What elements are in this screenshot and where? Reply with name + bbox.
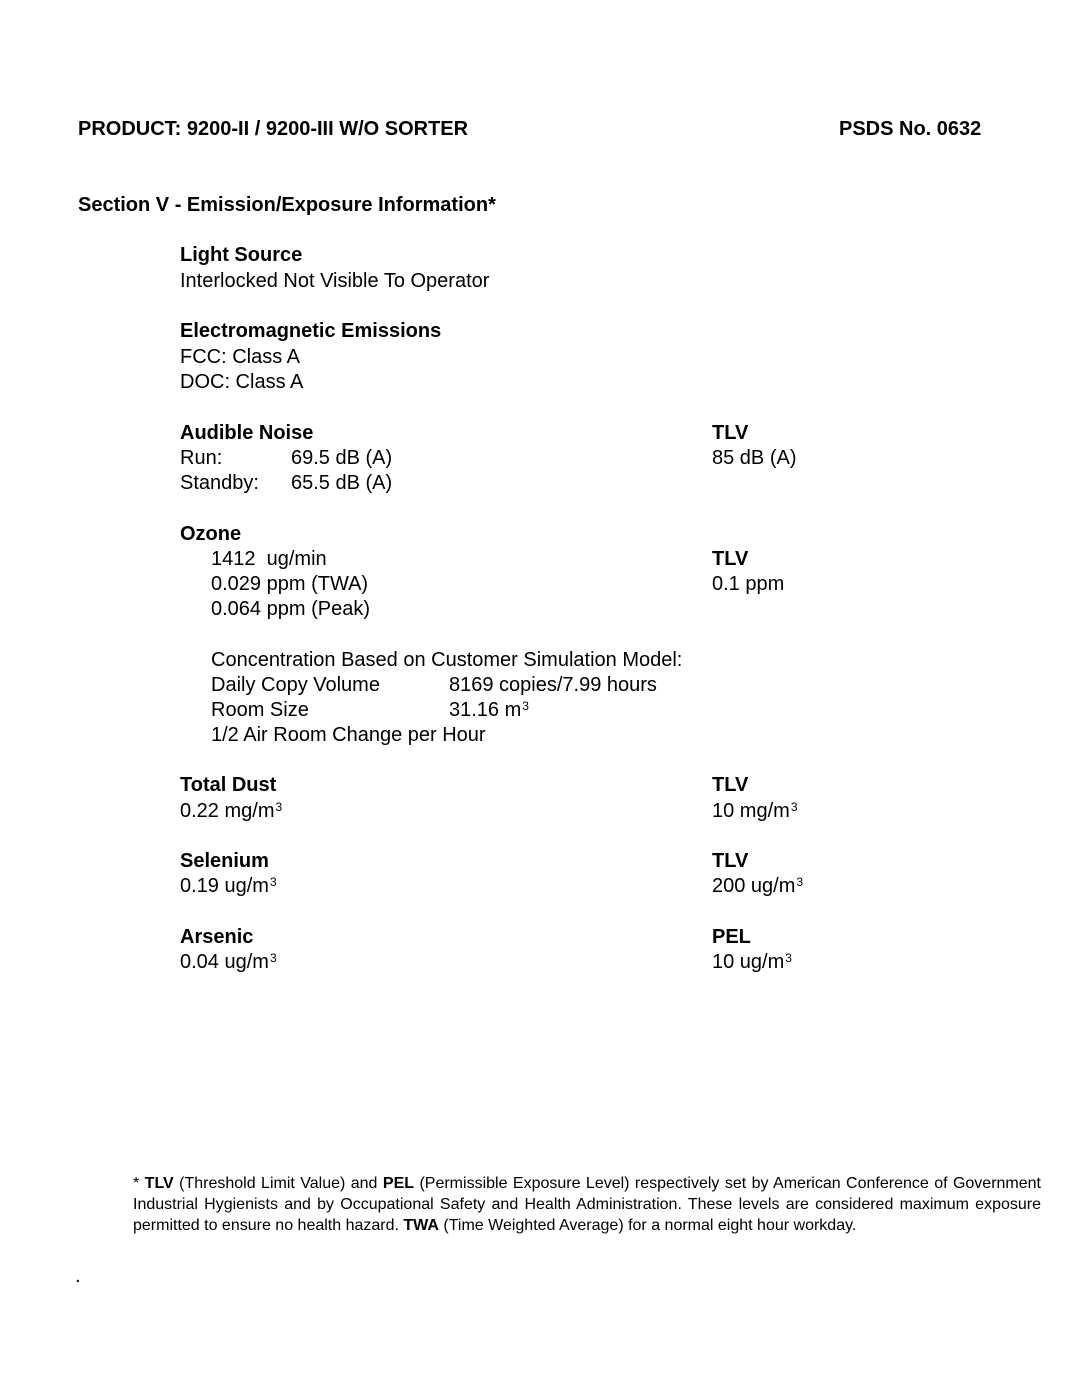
room-size-exponent: 3 bbox=[522, 699, 529, 713]
room-size-value: 31.16 $m^3$ bbox=[449, 699, 529, 721]
product-title: PRODUCT: 9200-II / 9200-III W/O SORTER bbox=[78, 118, 469, 140]
selenium-heading: Selenium bbox=[180, 850, 269, 872]
standby-value: 65.5 dB (A) bbox=[291, 472, 393, 494]
arsenic-limit-value: 10 $ug/m^3$ bbox=[712, 951, 792, 973]
ozone-limit-label: TLV bbox=[712, 548, 749, 570]
run-value: 69.5 dB (A) bbox=[291, 447, 393, 469]
footnote-pel: PEL bbox=[382, 1175, 415, 1192]
footnote-twa: TWA bbox=[403, 1217, 439, 1234]
copy-volume-label: Daily Copy Volume bbox=[211, 674, 380, 696]
copy-volume-value: 8169 copies/7.99 hours bbox=[449, 674, 657, 696]
total-dust-limit-label: TLV bbox=[712, 774, 749, 796]
fcc-class: FCC: Class A bbox=[180, 346, 301, 368]
ozone-peak: 0.064 ppm (Peak) bbox=[211, 598, 370, 620]
footnote-tlv: TLV bbox=[144, 1175, 174, 1192]
ozone-twa: 0.029 ppm (TWA) bbox=[211, 573, 369, 595]
room-size-label: Room Size bbox=[211, 699, 309, 721]
electromagnetic-heading: Electromagnetic Emissions bbox=[180, 320, 442, 342]
air-change-rate: 1/2 Air Room Change per Hour bbox=[211, 724, 486, 746]
psds-number: PSDS No. 0632 bbox=[839, 118, 982, 140]
selenium-limit-label: TLV bbox=[712, 850, 749, 872]
total-dust-heading: Total Dust bbox=[180, 774, 277, 796]
trailing-period: . bbox=[75, 1265, 81, 1287]
selenium-limit-value: 200 $ug/m^3$ bbox=[712, 875, 804, 897]
arsenic-limit-label: PEL bbox=[712, 926, 751, 948]
selenium-value: 0.19 $ug/m^3$ bbox=[180, 875, 277, 897]
light-source-heading: Light Source bbox=[180, 244, 303, 266]
ozone-rate: 1412 ug/min bbox=[211, 548, 327, 570]
doc-class: DOC: Class A bbox=[180, 371, 304, 393]
ozone-heading: Ozone bbox=[180, 523, 242, 545]
audible-noise-limit-label: TLV bbox=[712, 422, 749, 444]
light-source-text: Interlocked Not Visible To Operator bbox=[180, 270, 490, 292]
footnote: * TLV (Threshold Limit Value) and PEL (Permissible Exposure Level) respectively set by American Conference of Government Industrial Hygienists and by Occupational Safety and Health Administration. These levels are considered maximum exposure permitted to ensure no health hazard. TWA (Time Weighted Average) for a normal eight hour workday. bbox=[133, 1175, 1042, 1234]
total-dust-limit-value: 10 $mg/m^3$ bbox=[712, 800, 798, 822]
simulation-model-title: Concentration Based on Customer Simulation Model: bbox=[211, 649, 683, 671]
standby-label: Standby: bbox=[180, 472, 259, 494]
ozone-limit-value: 0.1 ppm bbox=[712, 573, 785, 595]
audible-noise-heading: Audible Noise bbox=[180, 422, 314, 444]
run-label: Run: bbox=[180, 447, 223, 469]
arsenic-value: 0.04 $ug/m^3$ bbox=[180, 951, 277, 973]
audible-noise-limit-value: 85 dB (A) bbox=[712, 447, 797, 469]
arsenic-heading: Arsenic bbox=[180, 926, 254, 948]
section-title: Section V - Emission/Exposure Information* bbox=[78, 194, 496, 216]
total-dust-value: 0.22 $mg/m^3$ bbox=[180, 800, 283, 822]
